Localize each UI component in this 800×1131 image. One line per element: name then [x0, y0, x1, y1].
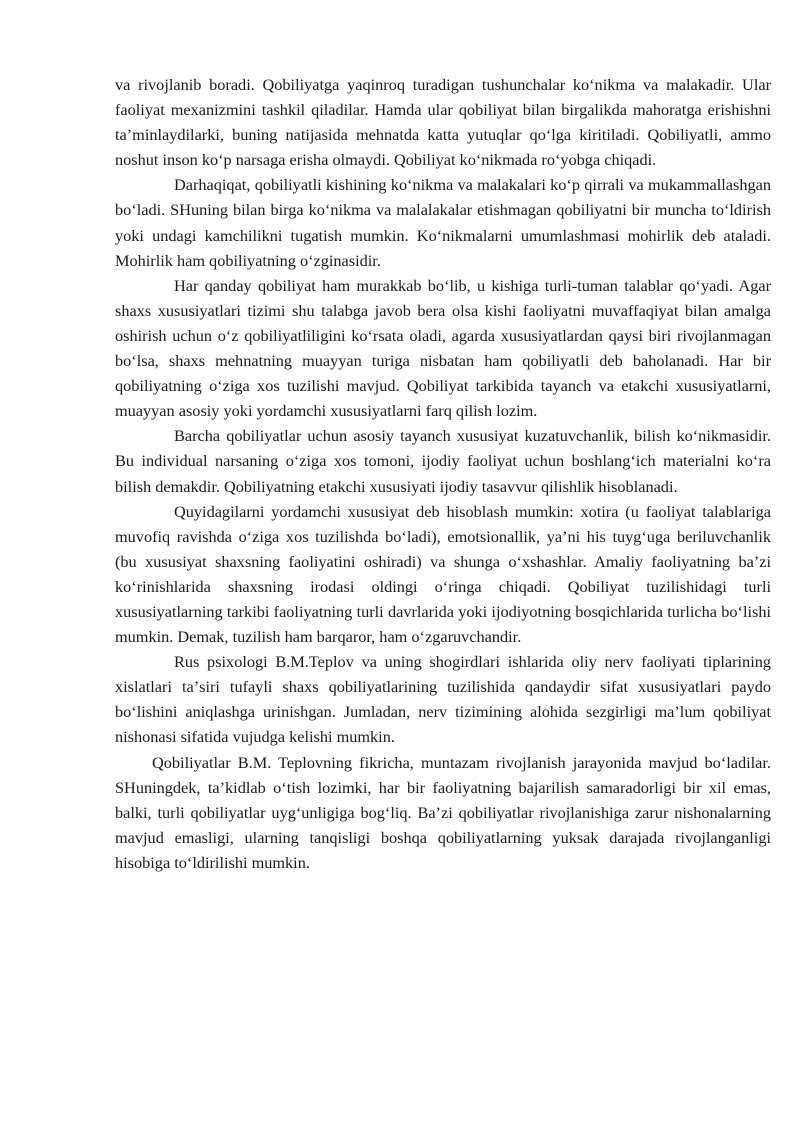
paragraph-4: Barcha qobiliyatlar uchun asosiy tayanch xususiyat kuzatuvchanlik, bilish koʻnikmasidir. Bu individual narsaning oʻziga xos tomoni, ijodiy faoliyat uchun boshlangʻich materialni koʻra bilish demakdir. Qobiliyatning etakchi xususiyati ijodiy tasavvur qilishlik hisoblanadi. [115, 426, 771, 496]
paragraph-7: Qobiliyatlar B.M. Teplovning fikricha, muntazam rivojlanish jarayonida mavjud boʻladilar. SHuningdek, taʼkidlab oʻtish lozimki, har bir faoliyatning bajarilish samaradorligi bir xil emas, balki, turli qobiliyatlar uygʻunligiga bogʻliq. Baʼzi qobiliyatlar rivojlanishiga zarur nishonalarning mavjud emasligi, ularning tanqisligi boshqa qobiliyatlarning yuksak darajada rivojlanganligi hisobiga toʻldirilishi mumkin. [115, 752, 771, 872]
document-page [115, 72, 771, 875]
paragraph-3: Har qanday qobiliyat ham murakkab boʻlib, u kishiga turli-tuman talablar qoʻyadi. Agar shaxs xususiyatlari tizimi shu talabga javob bera olsa kishi faoliyatni muvaffaqiyat bilan amalga oshirish uchun oʻz qobiliyatliligini koʻrsata oladi, agarda xususiyatlardan qaysi biri rivojlanmagan boʻlsa, shaxs mehnatning muayyan turiga nisbatan ham qobiliyatli deb baholanadi. Har bir qobiliyatning oʻziga xos tuzilishi mavjud. Qobiliyat tarkibida tayanch va etakchi xususiyatlarni, muayyan asosiy yoki yordamchi xususiyatlarni farq qilish lozim. [115, 275, 771, 421]
paragraph-6: Rus psixologi B.M.Teplov va uning shogirdlari ishlarida oliy nerv faoliyati tiplarining xislatlari taʼsiri tufayli shaxs qobiliyatlarining tuzilishida qandaydir sifat xususiyatlari paydo boʻlishini aniqlashga urinishgan. Jumladan, nerv tizimining alohida sezgirligi maʼlum qobiliyat nishonasi sifatida vujudga kelishi mumkin. [115, 652, 771, 747]
paragraph-1: va rivojlanib boradi. Qobiliyatga yaqinroq turadigan tushunchalar koʻnikma va malakadir. Ular faoliyat mexanizmini tashkil qiladilar. Hamda ular qobiliyat bilan birgalikda mahoratga erishishni taʼminlaydilarki, buning natijasida mehnatda katta yutuqlar qoʻlga kiritiladi. Qobiliyatli, ammo noshut inson koʻp narsaga erisha olmaydi. Qobiliyat koʻnikmada roʻyobga chiqadi. [115, 75, 771, 170]
paragraph-2: Darhaqiqat, qobiliyatli kishining koʻnikma va malakalari koʻp qirrali va mukammallashgan boʻladi. SHuning bilan birga koʻnikma va malalakalar etishmagan qobiliyatni bir muncha toʻldirish yoki undagi kamchilikni tugatish mumkin. Koʻnikmalarni umumlashmasi mohirlik deb ataladi. Mohirlik ham qobiliyatning oʻzginasidir. [115, 175, 771, 270]
paragraph-5: Quyidagilarni yordamchi xususiyat deb hisoblash mumkin: xotira (u faoliyat talablariga muvofiq ravishda oʻziga xos tuzilishda boʻladi), emotsionallik, yaʼni his tuygʻuga beriluvchanlik (bu xususiyat shaxsning faoliyatini oshiradi) va shunga oʻxshashlar. Amaliy faoliyatning baʼzi koʻrinishlarida shaxsning irodasi oldingi oʻringa chiqadi. Qobiliyat tuzilishidagi turli xususiyatlarning tarkibi faoliyatning turli davrlarida yoki ijodiyotning bosqichlarida turlicha boʻlishi mumkin. Demak, tuzilish ham barqaror, ham oʻzgaruvchandir. [115, 501, 771, 647]
